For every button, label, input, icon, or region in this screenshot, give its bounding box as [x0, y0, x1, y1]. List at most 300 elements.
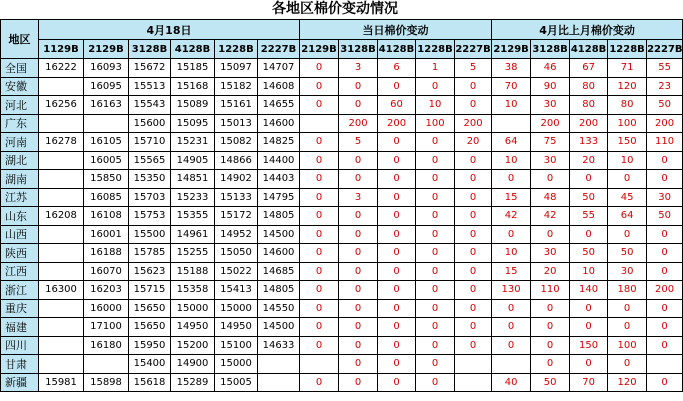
- price-cell: 14851: [171, 170, 215, 189]
- price-cell: 15200: [171, 336, 215, 355]
- price-cell: 15082: [215, 133, 258, 152]
- daily-change-cell: 0: [455, 96, 492, 115]
- daily-change-cell: 3: [339, 59, 378, 78]
- daily-change-cell: 0: [378, 151, 416, 170]
- region-name: 安徽: [1, 77, 39, 96]
- daily-change-cell: 0: [339, 96, 378, 115]
- table-row: [1, 281, 683, 300]
- daily-change-cell: 0: [300, 281, 339, 300]
- daily-change-cell: 0: [300, 244, 339, 263]
- group-header-daily-change: 当日棉价变动: [300, 20, 492, 40]
- daily-change-cell: 0: [378, 336, 416, 355]
- monthly-change-cell: 67: [570, 59, 608, 78]
- daily-change-cell: 0: [416, 262, 455, 281]
- daily-change-cell: 0: [455, 262, 492, 281]
- monthly-change-cell: 64: [492, 133, 531, 152]
- daily-change-cell: 1: [416, 59, 455, 78]
- daily-change-col-header: 3128B: [339, 40, 378, 59]
- region-name: 湖南: [1, 170, 39, 189]
- monthly-change-cell: 10: [492, 244, 531, 263]
- daily-change-cell: 5: [339, 133, 378, 152]
- price-cell: 14825: [258, 133, 300, 152]
- daily-change-cell: 0: [339, 151, 378, 170]
- price-cell: 15710: [129, 133, 171, 152]
- monthly-change-cell: 30: [531, 96, 570, 115]
- price-cell: 15022: [215, 262, 258, 281]
- daily-change-cell: 0: [300, 225, 339, 244]
- table-row: [1, 373, 683, 392]
- monthly-change-cell: 0: [608, 318, 647, 337]
- region-name: 福建: [1, 318, 39, 337]
- table-row: [1, 133, 683, 152]
- region-name: 新疆: [1, 373, 39, 392]
- monthly-change-cell: 40: [492, 373, 531, 392]
- daily-change-cell: 0: [416, 355, 455, 374]
- price-col-header: 1129B: [39, 40, 84, 59]
- price-cell: [39, 336, 84, 355]
- monthly-change-cell: 133: [570, 133, 608, 152]
- price-cell: 14500: [258, 318, 300, 337]
- daily-change-cell: 0: [339, 77, 378, 96]
- price-cell: 14905: [171, 151, 215, 170]
- price-col-header: 2129B: [84, 40, 129, 59]
- price-cell: [84, 114, 129, 133]
- price-cell: 15185: [171, 59, 215, 78]
- price-cell: 17100: [84, 318, 129, 337]
- region-header: 地区: [1, 20, 39, 59]
- table-row: [1, 151, 683, 170]
- region-name: 河北: [1, 96, 39, 115]
- table-row: [1, 77, 683, 96]
- price-cell: 15097: [215, 59, 258, 78]
- price-cell: 15000: [171, 299, 215, 318]
- price-cell: 15172: [215, 207, 258, 226]
- price-cell: 14550: [258, 299, 300, 318]
- monthly-change-cell: 0: [531, 355, 570, 374]
- price-cell: 15400: [129, 355, 171, 374]
- daily-change-cell: 0: [455, 318, 492, 337]
- price-cell: 15350: [129, 170, 171, 189]
- monthly-change-cell: 46: [531, 59, 570, 78]
- price-cell: 16005: [84, 151, 129, 170]
- daily-change-cell: 0: [378, 133, 416, 152]
- price-cell: 15100: [215, 336, 258, 355]
- price-cell: 15161: [215, 96, 258, 115]
- daily-change-cell: 0: [378, 207, 416, 226]
- monthly-change-cell: 0: [647, 299, 683, 318]
- monthly-change-cell: 0: [531, 336, 570, 355]
- daily-change-cell: 0: [455, 188, 492, 207]
- price-cell: 15133: [215, 188, 258, 207]
- monthly-change-cell: 0: [492, 318, 531, 337]
- daily-change-cell: 0: [339, 262, 378, 281]
- price-cell: 15050: [215, 244, 258, 263]
- daily-change-cell: 0: [378, 77, 416, 96]
- monthly-change-cell: 200: [570, 114, 608, 133]
- monthly-change-cell: 45: [608, 188, 647, 207]
- region-name: 广东: [1, 114, 39, 133]
- daily-change-cell: 0: [300, 188, 339, 207]
- price-cell: 15095: [171, 114, 215, 133]
- daily-change-cell: 0: [378, 355, 416, 374]
- price-cell: 14900: [171, 355, 215, 374]
- daily-change-cell: 0: [378, 170, 416, 189]
- daily-change-cell: 0: [339, 170, 378, 189]
- daily-change-cell: 0: [339, 281, 378, 300]
- daily-change-cell: 0: [416, 207, 455, 226]
- region-name: 河南: [1, 133, 39, 152]
- price-cell: 14685: [258, 262, 300, 281]
- daily-change-cell: 0: [378, 281, 416, 300]
- daily-change-cell: 0: [300, 318, 339, 337]
- monthly-change-cell: 0: [608, 225, 647, 244]
- monthly-change-cell: 10: [570, 262, 608, 281]
- monthly-change-cell: 42: [492, 207, 531, 226]
- monthly-change-cell: 70: [492, 77, 531, 96]
- monthly-change-cell: 0: [531, 318, 570, 337]
- price-cell: 14950: [171, 318, 215, 337]
- price-cell: 15618: [129, 373, 171, 392]
- monthly-change-cell: 0: [647, 170, 683, 189]
- price-cell: 15950: [129, 336, 171, 355]
- price-cell: 15188: [171, 262, 215, 281]
- price-cell: 16180: [84, 336, 129, 355]
- price-cell: 15650: [129, 299, 171, 318]
- monthly-change-cell: 120: [608, 77, 647, 96]
- table-row: [1, 318, 683, 337]
- price-cell: 16208: [39, 207, 84, 226]
- daily-change-cell: 3: [339, 188, 378, 207]
- price-cell: 15000: [215, 299, 258, 318]
- price-cell: [39, 114, 84, 133]
- price-cell: 15355: [171, 207, 215, 226]
- table-row: [1, 188, 683, 207]
- daily-change-cell: 200: [378, 114, 416, 133]
- daily-change-cell: 0: [300, 96, 339, 115]
- monthly-change-cell: 0: [492, 170, 531, 189]
- daily-change-cell: 0: [300, 59, 339, 78]
- price-cell: [258, 355, 300, 374]
- table-row: [1, 170, 683, 189]
- monthly-change-col-header: 2227B: [647, 40, 683, 59]
- price-cell: 15543: [129, 96, 171, 115]
- monthly-change-cell: 50: [608, 244, 647, 263]
- monthly-change-cell: 30: [531, 151, 570, 170]
- price-cell: [39, 244, 84, 263]
- monthly-change-cell: 0: [647, 151, 683, 170]
- price-cell: 15255: [171, 244, 215, 263]
- region-name: 江苏: [1, 188, 39, 207]
- price-cell: 15182: [215, 77, 258, 96]
- daily-change-cell: 0: [339, 373, 378, 392]
- page-title: 各地区棉价变动情况: [272, 1, 398, 17]
- daily-change-cell: 0: [416, 170, 455, 189]
- daily-change-cell: 0: [339, 244, 378, 263]
- daily-change-cell: 0: [339, 225, 378, 244]
- daily-change-cell: 0: [378, 244, 416, 263]
- price-cell: 14950: [215, 318, 258, 337]
- monthly-change-cell: [647, 355, 683, 374]
- monthly-change-col-header: 3128B: [531, 40, 570, 59]
- price-cell: [39, 225, 84, 244]
- region-name: 重庆: [1, 299, 39, 318]
- daily-change-cell: 0: [339, 336, 378, 355]
- daily-change-cell: 0: [300, 373, 339, 392]
- price-cell: 15089: [171, 96, 215, 115]
- price-cell: 16163: [84, 96, 129, 115]
- price-col-header: 3128B: [129, 40, 171, 59]
- daily-change-cell: 0: [455, 170, 492, 189]
- price-cell: 15753: [129, 207, 171, 226]
- table-row: [1, 299, 683, 318]
- price-cell: 15000: [215, 355, 258, 374]
- table-row: [1, 336, 683, 355]
- price-col-header: 4128B: [171, 40, 215, 59]
- monthly-change-cell: 0: [608, 170, 647, 189]
- monthly-change-cell: 70: [570, 373, 608, 392]
- price-cell: 14500: [258, 225, 300, 244]
- daily-change-cell: 0: [416, 133, 455, 152]
- daily-change-cell: 10: [416, 96, 455, 115]
- price-cell: 15565: [129, 151, 171, 170]
- monthly-change-cell: 71: [608, 59, 647, 78]
- monthly-change-cell: 23: [647, 77, 683, 96]
- monthly-change-cell: 0: [570, 225, 608, 244]
- price-cell: 14600: [258, 114, 300, 133]
- price-cell: 14961: [171, 225, 215, 244]
- price-cell: 14633: [258, 336, 300, 355]
- price-cell: [39, 170, 84, 189]
- monthly-change-cell: 15: [492, 262, 531, 281]
- daily-change-cell: 0: [378, 373, 416, 392]
- daily-change-cell: 0: [455, 151, 492, 170]
- daily-change-cell: 0: [416, 336, 455, 355]
- price-cell: 15233: [171, 188, 215, 207]
- daily-change-cell: 0: [455, 281, 492, 300]
- monthly-change-cell: 38: [492, 59, 531, 78]
- monthly-change-cell: 0: [608, 299, 647, 318]
- cotton-price-table: [0, 19, 683, 392]
- daily-change-cell: 0: [455, 299, 492, 318]
- price-cell: [258, 373, 300, 392]
- daily-change-cell: 0: [300, 133, 339, 152]
- region-name: 江西: [1, 262, 39, 281]
- region-name: 山东: [1, 207, 39, 226]
- monthly-change-cell: 150: [570, 336, 608, 355]
- daily-change-cell: 0: [300, 151, 339, 170]
- daily-change-cell: 0: [378, 318, 416, 337]
- price-cell: 16300: [39, 281, 84, 300]
- price-cell: 14866: [215, 151, 258, 170]
- price-cell: 15703: [129, 188, 171, 207]
- table-row: [1, 114, 683, 133]
- price-cell: 15231: [171, 133, 215, 152]
- daily-change-cell: 0: [416, 373, 455, 392]
- monthly-change-cell: 140: [570, 281, 608, 300]
- monthly-change-cell: 55: [647, 59, 683, 78]
- daily-change-cell: 0: [455, 336, 492, 355]
- daily-change-cell: [300, 355, 339, 374]
- price-cell: 16000: [84, 299, 129, 318]
- monthly-change-cell: 10: [608, 151, 647, 170]
- monthly-change-cell: 120: [608, 373, 647, 392]
- monthly-change-cell: 75: [531, 133, 570, 152]
- monthly-change-cell: 0: [531, 299, 570, 318]
- price-cell: 16070: [84, 262, 129, 281]
- price-cell: 16108: [84, 207, 129, 226]
- daily-change-cell: 200: [455, 114, 492, 133]
- price-cell: 15005: [215, 373, 258, 392]
- price-cell: 15650: [129, 318, 171, 337]
- monthly-change-cell: 0: [608, 355, 647, 374]
- daily-change-cell: 5: [455, 59, 492, 78]
- monthly-change-cell: 50: [570, 188, 608, 207]
- monthly-change-cell: 100: [608, 114, 647, 133]
- monthly-change-col-header: 2129B: [492, 40, 531, 59]
- daily-change-col-header: 4128B: [378, 40, 416, 59]
- monthly-change-cell: [492, 114, 531, 133]
- monthly-change-cell: 0: [647, 318, 683, 337]
- daily-change-cell: 100: [416, 114, 455, 133]
- region-name: 湖北: [1, 151, 39, 170]
- monthly-change-cell: 150: [608, 133, 647, 152]
- monthly-change-cell: 50: [647, 207, 683, 226]
- daily-change-cell: 0: [416, 188, 455, 207]
- daily-change-cell: 0: [416, 225, 455, 244]
- daily-change-cell: 0: [416, 299, 455, 318]
- price-cell: [39, 77, 84, 96]
- price-cell: 14403: [258, 170, 300, 189]
- monthly-change-cell: 42: [531, 207, 570, 226]
- price-cell: 14608: [258, 77, 300, 96]
- monthly-change-cell: 200: [647, 281, 683, 300]
- region-name: 全国: [1, 59, 39, 78]
- price-cell: [39, 151, 84, 170]
- table-row: [1, 207, 683, 226]
- monthly-change-cell: 0: [647, 225, 683, 244]
- group-header-monthly-change: 4月比上月棉价变动: [492, 20, 683, 40]
- monthly-change-cell: 0: [647, 244, 683, 263]
- price-cell: [39, 318, 84, 337]
- monthly-change-cell: 130: [492, 281, 531, 300]
- monthly-change-cell: 0: [492, 299, 531, 318]
- region-name: 四川: [1, 336, 39, 355]
- price-cell: 15168: [171, 77, 215, 96]
- price-cell: 15289: [171, 373, 215, 392]
- monthly-change-cell: 55: [570, 207, 608, 226]
- group-header-date: 4月18日: [39, 20, 300, 40]
- price-cell: 16188: [84, 244, 129, 263]
- price-cell: 14795: [258, 188, 300, 207]
- monthly-change-cell: 0: [492, 225, 531, 244]
- daily-change-col-header: 2227B: [455, 40, 492, 59]
- monthly-change-cell: 180: [608, 281, 647, 300]
- price-cell: 15413: [215, 281, 258, 300]
- price-cell: [39, 299, 84, 318]
- monthly-change-col-header: 1228B: [608, 40, 647, 59]
- monthly-change-cell: 30: [531, 244, 570, 263]
- price-cell: 15513: [129, 77, 171, 96]
- monthly-change-cell: 80: [570, 77, 608, 96]
- daily-change-cell: 0: [455, 225, 492, 244]
- price-cell: [39, 188, 84, 207]
- price-cell: 15623: [129, 262, 171, 281]
- price-cell: 15981: [39, 373, 84, 392]
- price-cell: 15785: [129, 244, 171, 263]
- monthly-change-cell: 0: [531, 170, 570, 189]
- daily-change-cell: 0: [300, 299, 339, 318]
- monthly-change-cell: 0: [570, 170, 608, 189]
- daily-change-cell: 0: [300, 77, 339, 96]
- price-cell: 14902: [215, 170, 258, 189]
- monthly-change-cell: 48: [531, 188, 570, 207]
- monthly-change-col-header: 4128B: [570, 40, 608, 59]
- price-cell: 14805: [258, 207, 300, 226]
- price-cell: 16095: [84, 77, 129, 96]
- daily-change-cell: [455, 355, 492, 374]
- price-cell: 16093: [84, 59, 129, 78]
- price-cell: 15358: [171, 281, 215, 300]
- daily-change-cell: 0: [339, 299, 378, 318]
- price-cell: 16256: [39, 96, 84, 115]
- price-col-header: 1228B: [215, 40, 258, 59]
- monthly-change-cell: 64: [608, 207, 647, 226]
- table-row: [1, 225, 683, 244]
- monthly-change-cell: 10: [492, 151, 531, 170]
- monthly-change-cell: 20: [570, 151, 608, 170]
- monthly-change-cell: 200: [647, 114, 683, 133]
- monthly-change-cell: 0: [531, 225, 570, 244]
- daily-change-cell: 6: [378, 59, 416, 78]
- monthly-change-cell: 80: [570, 96, 608, 115]
- price-cell: 15600: [129, 114, 171, 133]
- monthly-change-cell: 110: [531, 281, 570, 300]
- monthly-change-cell: 110: [647, 133, 683, 152]
- daily-change-cell: 0: [339, 207, 378, 226]
- monthly-change-cell: 15: [492, 188, 531, 207]
- daily-change-cell: 60: [378, 96, 416, 115]
- daily-change-cell: 0: [416, 244, 455, 263]
- daily-change-cell: 0: [455, 207, 492, 226]
- daily-change-cell: 0: [455, 244, 492, 263]
- daily-change-cell: 0: [300, 262, 339, 281]
- region-name: 浙江: [1, 281, 39, 300]
- monthly-change-cell: 20: [531, 262, 570, 281]
- monthly-change-cell: 0: [570, 355, 608, 374]
- price-cell: 16085: [84, 188, 129, 207]
- price-cell: 16278: [39, 133, 84, 152]
- region-name: 陕西: [1, 244, 39, 263]
- price-cell: [84, 355, 129, 374]
- monthly-change-cell: 0: [492, 336, 531, 355]
- price-cell: 16105: [84, 133, 129, 152]
- price-cell: 15500: [129, 225, 171, 244]
- price-cell: 14952: [215, 225, 258, 244]
- monthly-change-cell: 0: [647, 373, 683, 392]
- monthly-change-cell: 0: [647, 262, 683, 281]
- daily-change-cell: 0: [339, 318, 378, 337]
- region-name: 山西: [1, 225, 39, 244]
- price-cell: 15715: [129, 281, 171, 300]
- price-cell: 16203: [84, 281, 129, 300]
- monthly-change-cell: 0: [570, 318, 608, 337]
- price-cell: 16001: [84, 225, 129, 244]
- price-cell: 14707: [258, 59, 300, 78]
- price-cell: [39, 355, 84, 374]
- monthly-change-cell: 30: [647, 188, 683, 207]
- daily-change-cell: 0: [416, 77, 455, 96]
- daily-change-cell: 0: [378, 262, 416, 281]
